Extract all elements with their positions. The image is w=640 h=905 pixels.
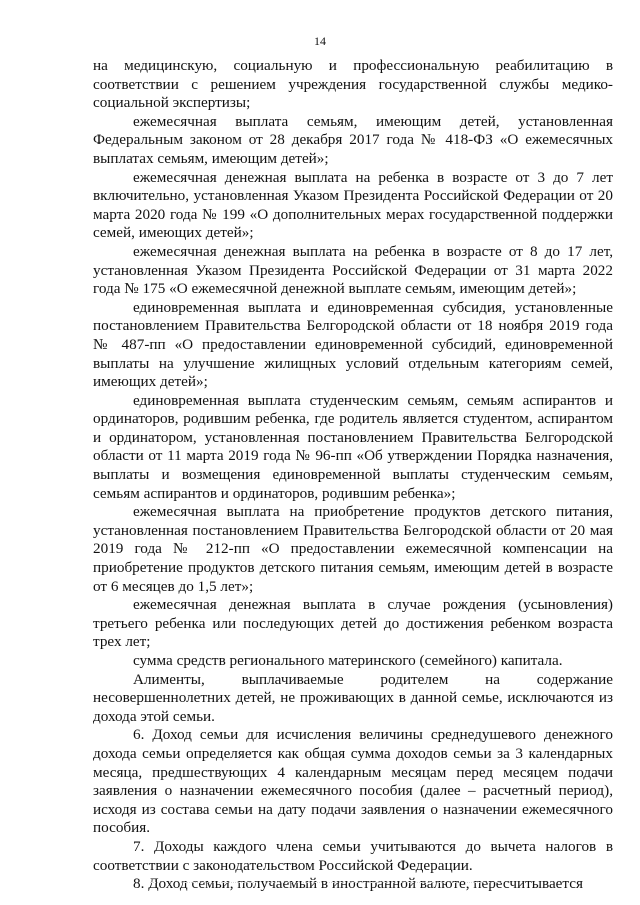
- paragraph: 7. Доходы каждого члена семьи учитываются до вычета налогов в соответствии с законодательством Российской Федерации.: [93, 837, 613, 874]
- paragraph: 8. Доход семьи, получаемый в иностранной валюте, пересчитывается: [133, 875, 583, 893]
- page-bottom-edge: [150, 882, 510, 883]
- paragraph: сумма средств регионального материнского (семейного) капитала.: [133, 652, 563, 669]
- paragraph: 6. Доход семьи для исчисления величины среднедушевого денежного дохода семьи определяется как общая сумма доходов семьи за 3 календарных месяца, предшествующих 4 календарным месяцам перед месяцем подачи заявления о назначении ежемесячного пособия (далее – расчетный период), исходя из состава семьи на дату подачи заявления о назначении ежемесячного пособия.: [93, 726, 613, 837]
- paragraph: ежемесячная выплата на приобретение продуктов детского питания, установленная постановлением Правительства Белгородской области от 20 мая 2019 года № 212-пп «О предоставлении ежемесячной компенсации на приобретение продуктов детского питания семьям, имеющим детей в возрасте от 6 месяцев до 1,5 лет»;: [93, 503, 613, 595]
- paragraph: единовременная выплата и единовременная субсидия, установленные постановлением Правительства Белгородской области от 18 ноября 2019 года № 487-пп «О предоставлении единовременной субсидий, единовременной выплаты на улучшение жилищных условий отдельным категориям семей, имеющих детей»;: [93, 298, 613, 391]
- paragraph: Алименты, выплачиваемые родителем на содержание несовершеннолетних детей, не проживающих в данной семье, исключаются из дохода этой семьи.: [93, 670, 613, 725]
- paragraph: ежемесячная денежная выплата в случае рождения (усыновления) третьего ребенка или последующих детей до достижения ребенком возраста трех лет;: [93, 596, 613, 651]
- paragraph: ежемесячная выплата семьям, имеющим детей, установленная Федеральным законом от 28 декабря 2017 года № 418-ФЗ «О ежемесячных выплатах семьям, имеющим детей»;: [93, 112, 613, 167]
- page-number: 14: [314, 34, 326, 48]
- paragraph: ежемесячная денежная выплата на ребенка в возрасте от 8 до 17 лет, установленная Указом Президента Российской Федерации от 31 марта 2022 года № 175 «О ежемесячной денежной выплате семьям, имеющим детей»;: [93, 242, 613, 298]
- paragraph: единовременная выплата студенческим семьям, семьям аспирантов и ординаторов, родившим ребенка, где родитель является студентом, аспирантом и ординатором, установленная постановлением Правительства Белгородской области от 11 марта 2019 года № 96-пп «Об утверждении Порядка назначения, выплаты и возмещения единовременной выплаты студенческим семьям, семьям аспирантов и ординаторов, родившим ребенка»;: [93, 391, 613, 502]
- paragraph: на медицинскую, социальную и профессиональную реабилитацию в соответствии с решением учреждения государственной службы медико-социальной экспертизы;: [93, 57, 613, 112]
- document-body: [93, 57, 613, 894]
- paragraph: ежемесячная денежная выплата на ребенка в возрасте от 3 до 7 лет включительно, установленная Указом Президента Российской Федерации от 20 марта 2020 года № 199 «О дополнительных мерах государственной поддержки семей, имеющих детей»;: [93, 168, 613, 242]
